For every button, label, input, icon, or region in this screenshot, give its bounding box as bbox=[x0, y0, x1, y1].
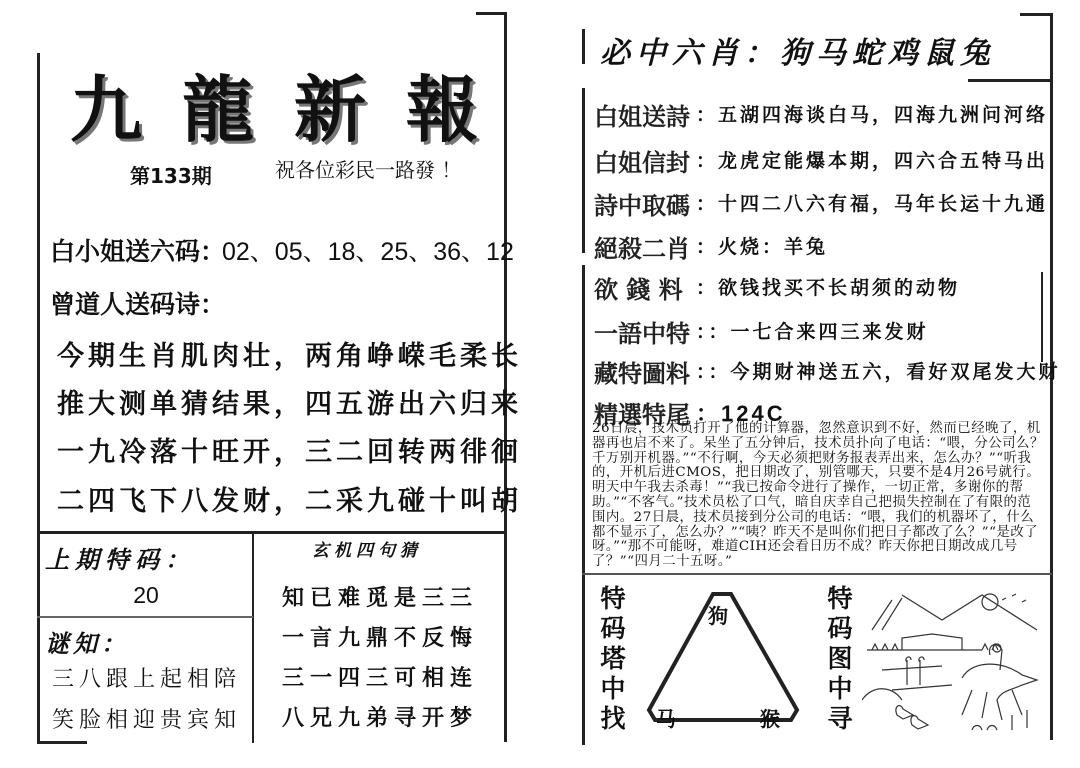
picture-label-char: 中 bbox=[827, 674, 853, 703]
six-codes-label: 白小姐送六码： bbox=[50, 237, 226, 266]
row-label-money-clue: 欲 錢 料 bbox=[594, 276, 683, 304]
row-label-baijie-envelope: 白姐信封 bbox=[594, 149, 690, 177]
row-label-one-word: 一語中特 bbox=[594, 320, 690, 348]
right-inner-right-bar bbox=[1041, 272, 1043, 362]
right-frame-top-corner bbox=[1020, 13, 1052, 16]
row-text-kill-two: ：火烧：羊兔 bbox=[696, 236, 829, 258]
picture-label-char: 特 bbox=[827, 584, 853, 613]
right-header-underline bbox=[968, 79, 1052, 82]
left-section-divider bbox=[37, 531, 507, 534]
row-label-poem-code: 詩中取碼 bbox=[594, 192, 690, 220]
left-frame-top-right-corner bbox=[476, 12, 506, 15]
row-label-kill-two: 絕殺二肖 bbox=[594, 235, 690, 263]
row-text-select-tail: ：124C bbox=[696, 401, 786, 426]
poem-line: 二四飞下八发财，二采九碰十叫胡 bbox=[57, 486, 522, 517]
poem-label: 曾道人送码诗： bbox=[50, 290, 226, 319]
picture-vertical-label bbox=[825, 584, 855, 734]
issue-number: 第133期 bbox=[130, 164, 212, 188]
xuanji-line: 三一四三可相连 bbox=[282, 665, 479, 691]
row-text-poem-code: ：十四二八六有福，马年长运十九通 bbox=[696, 193, 1049, 215]
last-special-divider bbox=[37, 616, 253, 618]
picture-label-char: 寻 bbox=[827, 704, 853, 733]
tower-label-char: 特 bbox=[600, 584, 626, 613]
tower-label-char: 码 bbox=[600, 614, 626, 643]
poem-line: 今期生肖肌肉壮，两角峥嵘毛柔长 bbox=[57, 341, 522, 372]
row-label-select-tail: 精選特尾 bbox=[594, 401, 690, 429]
masthead-title: 九龍新報 bbox=[70, 67, 519, 152]
riddle-label: 谜知： bbox=[45, 629, 129, 658]
riddle-line: 三八跟上起相陪 bbox=[52, 667, 242, 692]
left-frame-bottom-corner bbox=[37, 741, 87, 744]
row-text-baijie-envelope: ：龙虎定能爆本期，四六合五特马出 bbox=[696, 150, 1049, 172]
tower-label-char: 中 bbox=[600, 674, 626, 703]
must-win-six-zodiacs: 必中六肖：狗马蛇鸡鼠兔 bbox=[600, 36, 996, 71]
greeting-text: 祝各位彩民一路發 ！ bbox=[275, 158, 462, 182]
picture-label-char: 码 bbox=[827, 614, 853, 643]
xuanji-line: 八兄九弟寻开梦 bbox=[282, 705, 479, 731]
tower-bottom-right-word: 猴 bbox=[760, 707, 780, 731]
tower-label-char: 找 bbox=[600, 704, 626, 733]
row-text-money-clue: ：欲钱找买不长胡须的动物 bbox=[696, 277, 961, 299]
right-block1-left-bar bbox=[582, 88, 585, 253]
row-text-baijie-poem: ：五湖四海谈白马，四海九洲问河络 bbox=[696, 104, 1049, 126]
poem-line: 推大测单猜结果，四五游出六归来 bbox=[57, 389, 522, 420]
six-codes-values: 02、05、18、25、36、12 bbox=[222, 238, 514, 266]
left-frame-left-border bbox=[37, 53, 40, 743]
tower-vertical-label bbox=[598, 584, 628, 734]
row-label-baijie-poem: 白姐送詩 bbox=[594, 103, 690, 131]
right-header-left-bar bbox=[582, 29, 585, 64]
last-special-value: 20 bbox=[133, 582, 159, 608]
xuanji-line: 知已难觅是三三 bbox=[282, 585, 479, 611]
tower-label-char: 塔 bbox=[600, 644, 626, 673]
story-paragraph: 26日晨，技术员打开了他的计算器，忽然意识到不好，然而已经晚了，机器再也启不来了。呆坐了五分钟后，技术员扑向了电话：“喂，分公司么？千万别开机器。”“不行啊，今天必须把财务报表弄出来，怎么办？”“听我的，开机后进CMOS，把日期改了，别管哪天，只要不是4月26号就行。明天中午我去杀毒！”“我已按命令进行了操作，一切正常，多谢你的帮助。”“不客气。”技术员松了口气，暗自庆幸自己把损失控制在了有限的范围内。27日晨，技术员接到分公司的电话：“喂，我们的机器坏了，什么都不显示了，怎么办？”“咦？昨天不是叫你们把日子都改了么？”“是改了呀。”“那不可能呀，难道CIH还会看日历不成？昨天你把日期改成几号了？”“四月二十五呀。” bbox=[592, 421, 1044, 570]
left-column-divider bbox=[252, 533, 254, 743]
right-block2-left-bar bbox=[582, 265, 585, 745]
horse-rider-illustration bbox=[862, 590, 1042, 735]
xuanji-line: 一言九鼎不反悔 bbox=[282, 625, 479, 651]
riddle-line: 笑脸相迎贵宾知 bbox=[52, 708, 242, 733]
poem-line: 一九冷落十旺开，三二回转两徘徊 bbox=[57, 437, 522, 468]
last-special-label: 上期特码： bbox=[45, 545, 195, 574]
tower-bottom-left-word: 马 bbox=[656, 707, 676, 731]
row-text-hidden-picture: ：：今期财神送五六，看好双尾发大财 bbox=[696, 361, 1061, 383]
picture-label-char: 图 bbox=[827, 644, 853, 673]
story-bottom-divider bbox=[582, 573, 1052, 575]
row-text-one-word: ：：一七合来四三来发财 bbox=[696, 321, 929, 343]
tower-top-word: 狗 bbox=[708, 604, 728, 628]
row-label-hidden-picture: 藏特圖料 bbox=[594, 360, 690, 388]
xuanji-title: 玄机四句猜 bbox=[312, 541, 422, 561]
